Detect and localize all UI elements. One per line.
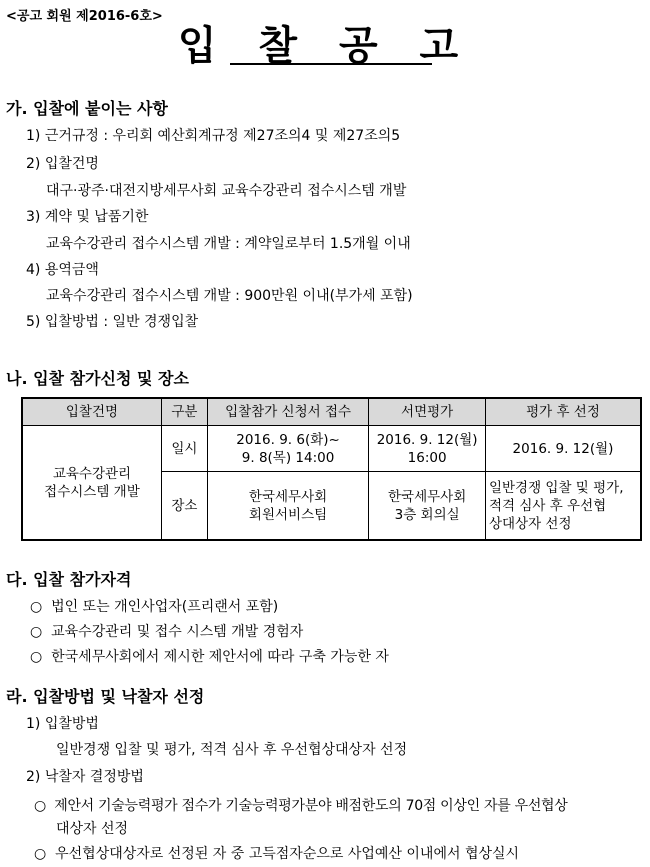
schedule-table bbox=[21, 397, 642, 541]
eval-place bbox=[369, 472, 486, 541]
ra-item-2: 2) 낙찰자 결정방법 bbox=[26, 769, 144, 785]
row-label-place: 장소 bbox=[161, 472, 207, 541]
header-document-eval: 서면평가 bbox=[369, 398, 486, 426]
bullet-icon: ○ bbox=[30, 624, 43, 640]
select-place bbox=[485, 472, 641, 541]
ga-item-4: 4) 용역금액 bbox=[26, 262, 99, 278]
select-datetime: 2016. 9. 12(월) bbox=[485, 426, 641, 472]
ra-item-1-detail: 일반경쟁 입찰 및 평가, 적격 심사 후 우선협상대상자 선정 bbox=[56, 742, 408, 758]
ra-bullet-1-text: 제안서 기술능력평가 점수가 기술능력평가분야 배점한도의 70점 이상인 자를 우선협상 bbox=[54, 798, 568, 814]
page-title: 입 찰 공 고 bbox=[177, 23, 473, 69]
section-na-heading: 나. 입찰 참가신청 및 장소 bbox=[6, 369, 189, 388]
ra-bullet-2-text: 우선협상대상자로 선정된 자 중 고득점자순으로 사업예산 이내에서 협상실시 bbox=[55, 846, 520, 862]
bullet-icon: ○ bbox=[30, 599, 43, 615]
select-place-line1: 일반경쟁 입찰 및 평가, bbox=[488, 479, 624, 496]
bullet-icon: ○ bbox=[34, 846, 47, 862]
ra-bullet-1-cont: 대상자 선정 bbox=[56, 821, 129, 837]
apply-place bbox=[207, 472, 368, 541]
da-bullet-1-text: 법인 또는 개인사업자(프리랜서 포함) bbox=[51, 599, 279, 615]
apply-datetime bbox=[207, 426, 368, 472]
table-header-row bbox=[22, 398, 641, 426]
ga-item-2: 2) 입찰건명 bbox=[26, 156, 99, 172]
notice-number: <공고 회원 제2016-6호> bbox=[6, 9, 163, 24]
select-place-line2: 적격 심사 후 우선협 bbox=[488, 497, 607, 514]
section-ga-heading: 가. 입찰에 붙이는 사항 bbox=[6, 99, 168, 118]
ra-bullet-2 bbox=[34, 843, 519, 863]
da-bullet-2-text: 교육수강관리 및 접수 시스템 개발 경험자 bbox=[51, 624, 304, 640]
project-name-line1: 교육수강관리 bbox=[52, 465, 132, 482]
bullet-icon: ○ bbox=[30, 649, 43, 665]
da-bullet-3-text: 한국세무사회에서 제시한 제안서에 따라 구축 가능한 자 bbox=[51, 649, 389, 665]
ga-item-3-detail: 교육수강관리 접수시스템 개발 : 계약일로부터 1.5개월 이내 bbox=[46, 236, 411, 252]
eval-place-line2: 3층 회의실 bbox=[394, 506, 460, 523]
ga-item-4-detail: 교육수강관리 접수시스템 개발 : 900만원 이내(부가세 포함) bbox=[46, 288, 413, 304]
title-underline bbox=[230, 63, 432, 65]
apply-datetime-line2: 9. 8(목) 14:00 bbox=[241, 449, 335, 466]
apply-place-line1: 한국세무사회 bbox=[248, 488, 328, 505]
ga-item-5: 5) 입찰방법 : 일반 경쟁입찰 bbox=[26, 314, 199, 330]
header-category: 구분 bbox=[161, 398, 207, 426]
eval-datetime-line2: 16:00 bbox=[407, 449, 447, 466]
project-name-cell bbox=[22, 426, 161, 541]
header-application: 입찰참가 신청서 접수 bbox=[207, 398, 368, 426]
ra-item-1: 1) 입찰방법 bbox=[26, 716, 99, 732]
eval-place-line1: 한국세무사회 bbox=[388, 488, 467, 505]
apply-place-line2: 회원서비스팀 bbox=[248, 506, 328, 523]
da-bullet-3 bbox=[30, 646, 389, 666]
eval-datetime-line1: 2016. 9. 12(월) bbox=[376, 431, 478, 448]
ra-bullet-1 bbox=[34, 795, 568, 815]
ga-item-3: 3) 계약 및 납품기한 bbox=[26, 209, 149, 225]
row-label-datetime: 일시 bbox=[161, 426, 207, 472]
table-row bbox=[22, 426, 641, 472]
ga-item-1: 1) 근거규정 : 우리회 예산회계규정 제27조의4 및 제27조의5 bbox=[26, 128, 401, 144]
apply-datetime-line1: 2016. 9. 6(화)~ bbox=[236, 431, 340, 448]
project-name-line2: 접수시스템 개발 bbox=[44, 483, 140, 500]
section-da-heading: 다. 입찰 참가자격 bbox=[6, 570, 132, 589]
select-place-line3: 상대상자 선정 bbox=[488, 515, 572, 532]
da-bullet-2 bbox=[30, 621, 303, 641]
bullet-icon: ○ bbox=[34, 798, 46, 814]
section-ra-heading: 라. 입찰방법 및 낙찰자 선정 bbox=[6, 687, 205, 706]
header-selection: 평가 후 선정 bbox=[485, 398, 641, 426]
eval-datetime bbox=[369, 426, 486, 472]
da-bullet-1 bbox=[30, 596, 278, 616]
header-project: 입찰건명 bbox=[22, 398, 161, 426]
ga-item-2-detail: 대구·광주·대전지방세무사회 교육수강관리 접수시스템 개발 bbox=[46, 183, 407, 199]
